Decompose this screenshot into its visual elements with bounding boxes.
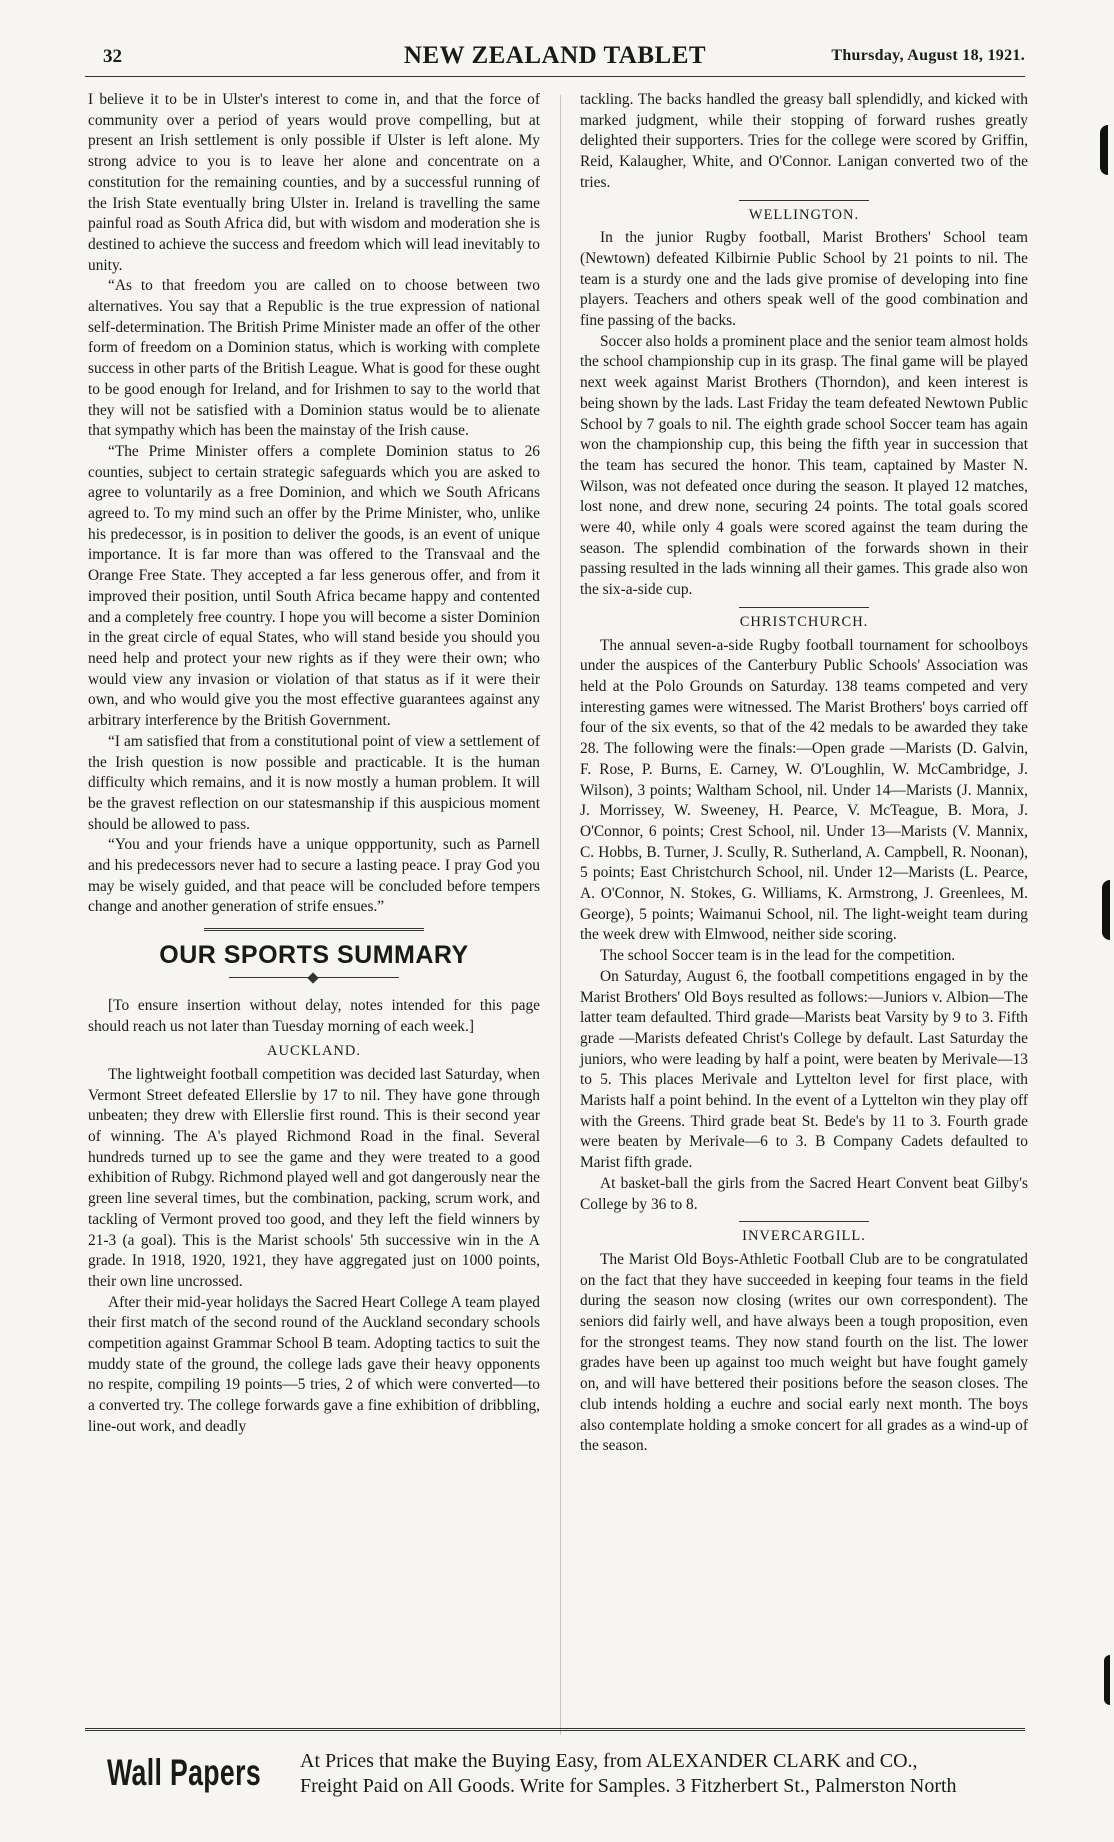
- section-rule: [739, 1221, 869, 1222]
- article-paragraph: At basket-ball the girls from the Sacred Heart Convent beat Gilby's College by 36 to 8.: [580, 1174, 1028, 1213]
- edge-mark: [1100, 125, 1108, 175]
- editorial-note: [To ensure insertion without delay, notes intended for this page should reach us not later than Tuesday morning of each week.]: [88, 996, 540, 1035]
- article-paragraph: Soccer also holds a prominent place and the senior team almost holds the school championship cup in its grasp. The final game will be played next week against Marist Brothers (Thorndon), and keen interest is being shown by the lads. Last Friday the team defeated Newtown Public School by 7 goals to nil. The eighth grade school Soccer team has again won the championship cup, this being the fifth year in succession that the team has secured the honor. This team, captained by Master N. Wilson, was not defeated once during the season. It played 12 matches, lost none, and drew none, securing 24 points. The total goals scored were 40, while only 4 goals were scored against the team during the season. The splendid combination of the forwards shown in their passing resulted in the lads winning all their games. This grade also won the six-a-side cup.: [580, 332, 1028, 599]
- issue-date: Thursday, August 18, 1921.: [831, 47, 1025, 64]
- ad-line: Freight Paid on All Goods. Write for Samples. 3 Fitzherbert St., Palmerston North: [300, 1775, 957, 1797]
- sports-title: OUR SPORTS SUMMARY: [159, 941, 469, 970]
- left-column: [88, 90, 540, 1438]
- article-paragraph: “I am satisfied that from a constitutional point of view a settlement of the Irish question is now possible and practicable. It is the human difficulty which remains, and it is now mostly a human problem. It will be the gravest reflection on our statesmanship if this auspicious moment should be allowed to pass.: [88, 732, 540, 833]
- sports-section-header: [88, 928, 540, 982]
- masthead-rule: [85, 76, 1025, 77]
- wall-papers-advertisement: [95, 1746, 1025, 1816]
- masthead: [85, 42, 1025, 72]
- section-rule: [739, 200, 869, 201]
- section-heading-auckland: AUCKLAND.: [267, 1043, 361, 1060]
- right-column: [580, 90, 1028, 1457]
- article-paragraph: The annual seven-a-side Rugby football tournament for schoolboys under the auspices of the Canterbury Public Schools' Association was held at the Polo Grounds on Saturday. 138 teams competed and very interesting games were witnessed. The Marist Brothers' boys carried off four of the six events, so that of the 42 medals to be awarded they take 28. The following were the finals:—Open grade —Marists (D. Galvin, F. Rose, P. Burns, E. Carney, W. O'Loughlin, W. McCambridge, J. Wilson), 3 points; Waltham School, nil. Under 14—Marists (J. Mannix, J. Morrissey, W. Sweeney, H. Pearce, V. McTeague, B. Mora, J. O'Connor, 6 points; Crest School, nil. Under 13—Marists (V. Mannix, C. Hobbs, B. Turner, J. Scully, R. Sutherland, A. Campbell, R. Noonan), 5 points; East Christchurch School, nil. Under 12—Marists (L. Pearce, A. O'Connor, N. Stokes, G. Williams, K. Armstrong, J. Greenlees, M. George), 5 points; Waimanui School, nil. The light-weight team during the week drew with Elmwood, neither side scoring.: [580, 636, 1028, 944]
- newspaper-title: NEW ZEALAND TABLET: [403, 42, 707, 69]
- diamond-icon: [307, 972, 318, 983]
- column-divider: [560, 95, 561, 1735]
- edge-mark: [1102, 880, 1110, 940]
- section-rule: [204, 928, 424, 933]
- section-heading-invercargill: INVERCARGILL.: [742, 1228, 866, 1245]
- article-paragraph: The school Soccer team is in the lead for the competition.: [600, 947, 956, 965]
- section-heading-wellington: WELLINGTON.: [748, 206, 860, 223]
- article-paragraph: The lightweight football competition was decided last Saturday, when Vermont Street defeated Ellerslie by 17 to nil. They have gone through unbeaten; they drew with Ellerslie first round. This is their second year of winning. The A's played Richmond Road in the final. Several hundreds turned up to see the game and they were treated to a good exhibition of Rubgy. Richmond played well and got dangerously near the green line several times, but the combination, packing, scrum work, and tackling of Vermont proved too good, and they left the field winners by 21-3 (a goal). This is the Marist schools' 5th successive win in the A grade. In 1918, 1920, 1921, they have aggregated just on 1000 points, their own line uncrossed.: [88, 1065, 540, 1290]
- article-paragraph: tackling. The backs handled the greasy ball splendidly, and kicked with marked judgment, while their stopping of forward rushes greatly delighted their supporters. Tries for the college were scored by Griffin, Reid, Kalaugher, White, and O'Connor. Lanigan converted two of the tries.: [580, 91, 1028, 191]
- article-paragraph: I believe it to be in Ulster's interest to come in, and that the force of community over a period of years would prove compelling, but at present an Irish settlement is only possible if Ulster is left alone. My strong advice to you is to leave her alone and concentrate on a constitution for the remaining counties, and by a successful running of the Irish State eventually bring Ulster in. Ireland is travelling the same painful road as South Africa did, but with wisdom and moderation she is destined to achieve the success and freedom which will lead inevitably to unity.: [88, 91, 540, 274]
- article-paragraph: The Marist Old Boys-Athletic Football Club are to be congratulated on the fact that they have succeeded in keeping four teams in the field during the season now closing (writes our own correspondent). The seniors did fairly well, and have always been a tough proposition, even for the strongest teams. They now stand fourth on the list. The lower grades have been up against too much weight but have fought gamely on, and will have bettered their positions before the season closes. The club intends holding a euchre and social early next month. The boys also contemplate holding a smoke concert for all grades as a wind-up of the season.: [580, 1250, 1028, 1455]
- edge-mark: [1104, 1655, 1110, 1705]
- ad-line: At Prices that make the Buying Easy, from ALEXANDER CLARK and CO.,: [300, 1750, 918, 1772]
- ad-text: [300, 1749, 1020, 1799]
- article-paragraph: After their mid-year holidays the Sacred Heart College A team played their first match of the second round of the Auckland secondary schools competition against Grammar School B team. Adopting tactics to suit the muddy state of the ground, the college lads gave their heavy opponents no respite, compiling 19 points—5 tries, 2 of which were converted—to a converted try. The college forwards gave a fine exhibition of dribbling, line-out work, and deadly: [88, 1293, 540, 1435]
- article-paragraph: “The Prime Minister offers a complete Dominion status to 26 counties, subject to certain strategic safeguards which you are asked to agree to voluntarily as a free Dominion, and which we South Africans agreed to. To my mind such an offer by the Prime Minister, who, unlike his predecessor, is in position to deliver the goods, is an event of unique importance. It is far more than was offered to the Transvaal and the Orange Free State. They accepted a far less generous offer, and from it improved their position, until South Africa became happy and contented and a completely free country. I hope you will become a sister Dominion in the great circle of equal States, who will stand beside you should you need help and protect your new rights as if they were their own; who would view any invasion or violation of that status as if it were their own, and who would give you the most effective guarantees against any arbitrary interference by the British Government.: [88, 442, 540, 730]
- section-rule: [739, 607, 869, 608]
- ad-title: Wall Papers: [107, 1752, 262, 1793]
- article-paragraph: In the junior Rugby football, Marist Brothers' School team (Newtown) defeated Kilbirnie Public School by 21 points to nil. The team is a sturdy one and the lads give promise of developing into fine players. Teachers and others speak well of the good combination and fine passing of the backs.: [580, 229, 1028, 330]
- article-paragraph: On Saturday, August 6, the football competitions engaged in by the Marist Brothers' Old Boys resulted as follows:—Juniors v. Albion—The latter team defaulted. Third grade—Marists beat Varsity by 9 to 3. Fifth grade —Marists defeated Christ's College by default. Last Saturday the juniors, who were leading by half a point, were beaten by Merivale—13 to 5. This places Merivale and Lyttelton level for first place, with Marists half a point behind. In the event of a Lyttelton win they play off with the Greens. Third grade beat St. Bede's by 11 to 3. Fourth grade were beaten by Merivale—6 to 3. B Company Cadets defaulted to Marist fifth grade.: [580, 967, 1028, 1172]
- article-paragraph: “As to that freedom you are called on to choose between two alternatives. You say that a Republic is the true expression of national self-determination. The British Prime Minister made an offer of the other form of freedom on a Dominion status, which is working with complete success in other parts of the British League. What is good for these ought to be good enough for Ireland, and for Irishmen to say to the world that they will not be satisfied with a Dominion status would be to alienate that sympathy which has been the mainstay of the Irish cause.: [88, 277, 540, 440]
- section-heading-christchurch: CHRISTCHURCH.: [739, 613, 869, 630]
- footer-rule: [85, 1728, 1025, 1734]
- page-number: 32: [103, 46, 122, 67]
- article-paragraph: “You and your friends have a unique oppportunity, such as Parnell and his predecessors never had to secure a lasting peace. I pray God you may be wisely guided, and that peace will be concluded before tempers change and another generation of strife ensues.”: [88, 836, 540, 916]
- ornament-divider: [229, 974, 399, 982]
